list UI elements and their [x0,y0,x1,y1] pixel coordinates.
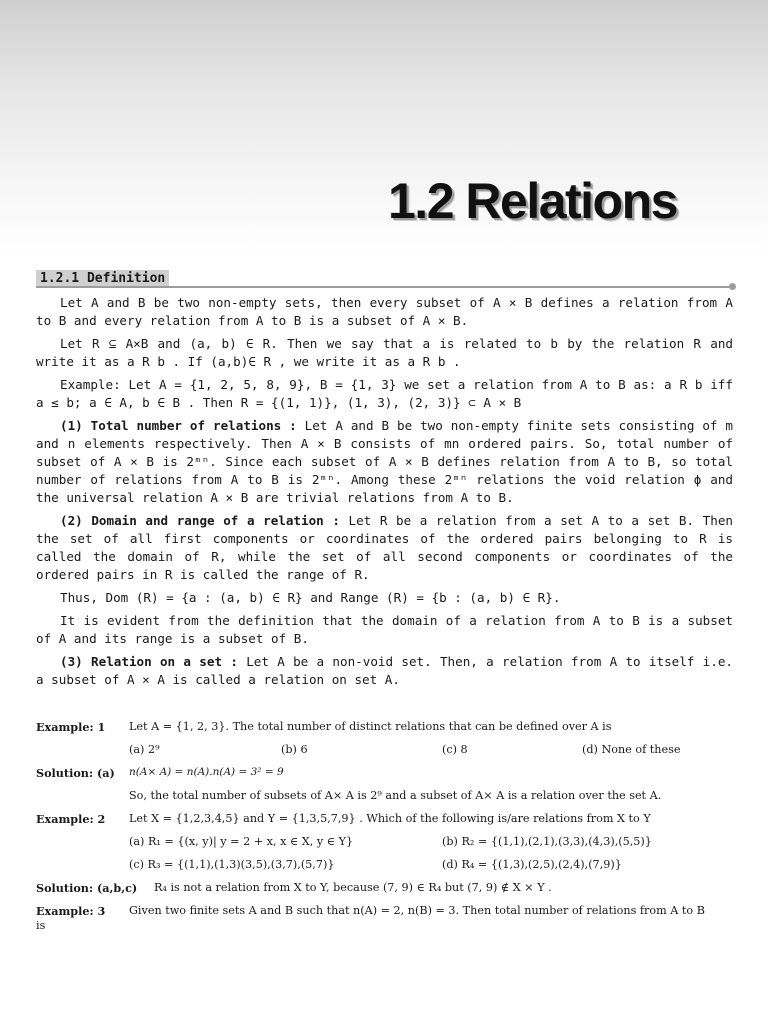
solution-text: R₄ is not a relation from X to Y, because (7, 9) ∈ R₄ but (7, 9) ∉ X × Y . [154,881,552,894]
option-d: (d) R₄ = {(1,3),(2,5),(2,4),(7,9)} [442,858,622,871]
paragraph-text: Let A be a non-void set. Then, a relation from A to itself i.e. a subset of A × A is called a relation on set A. [36,654,734,687]
paragraph-text: Let R be a relation from a set A to a set B. Then the set of all first components or coordinates of the ordered pairs belonging to R is called the domain of R, while the set of all second components or coordinates of the ordered pairs in R is called the range of R. [36,513,733,582]
paragraph-heading: (3) Relation on a set : [60,654,238,669]
example-3-continuation [36,919,736,942]
example-question: Given two finite sets A and B such that n(A) = 2, n(B) = 3. Then total number of relations from A to B [129,904,705,917]
definition-body [36,294,733,694]
option-a: (a) 2⁹ [129,743,160,756]
paragraph-heading: (1) Total number of relations : [60,418,297,433]
option-c: (c) R₃ = {(1,1),(1,3)(3,5),(3,7),(5,7)} [129,858,335,871]
example-1-row [36,720,736,743]
paragraph-total-relations [36,417,733,507]
example-2-row [36,812,736,835]
option-a: (a) R₁ = {(x, y)| y = 2 + x, x ∈ X, y ∈ Y} [129,835,354,848]
example-1-options [36,743,736,766]
solution-formula: n(A× A) = n(A).n(A) = 3² = 9 [129,766,284,778]
example-label: Example: 1 [36,720,106,734]
example-question: Let X = {1,2,3,4,5} and Y = {1,3,5,7,9} . Which of the following is/are relations from X to Y [129,812,651,825]
paragraph-text: Let A and B be two non-empty finite sets consisting of m and n elements respectively. Then A × B consists of mn ordered pairs. So, total number of subset of A × B is 2ᵐⁿ. Since each subset of A × B defines relation from A to B, so total number of relations from A to B is 2ᵐⁿ. Among these 2ᵐⁿ relations the void relation ϕ and the universal relation A × B are trivial relations from A to B. [36,418,733,505]
examples-section [36,720,736,942]
option-b: (b) 6 [281,743,308,756]
example-question: Let A = {1, 2, 3}. The total number of distinct relations that can be defined over A is [129,720,612,733]
solution-1-row [36,766,736,789]
section-rule [36,286,732,288]
solution-label: Solution: (a,b,c) [36,881,138,895]
paragraph-heading: (2) Domain and range of a relation : [60,513,340,528]
solution-text: So, the total number of subsets of A× A is 2⁹ and a subset of A× A is a relation over the set A. [129,789,662,802]
example-3-row [36,904,736,919]
example-label: Example: 2 [36,812,106,826]
section-heading: 1.2.1 Definition [36,270,169,287]
paragraph-domain-range [36,512,733,584]
solution-label: Solution: (a) [36,766,115,780]
paragraph-domain-subset: It is evident from the definition that the domain of a relation from A to B is a subset of A and its range is a subset of B. [36,613,733,646]
chapter-title: 1.2 Relations [388,173,677,229]
solution-2-row [36,881,736,904]
section-rule-dot [729,283,736,290]
example-2-options-cd [36,858,736,881]
option-d: (d) None of these [582,743,681,756]
paragraph-definition: Let A and B be two non-empty sets, then every subset of A × B defines a relation from A to B and every relation from A to B is a subset of A × B. [36,295,733,328]
paragraph-relation-on-set [36,653,733,689]
example-label: Example: 3 [36,904,106,918]
paragraph-dom-formula: Thus, Dom (R) = {a : (a, b) ∈ R} and Range (R) = {b : (a, b) ∈ R}. [60,590,561,605]
option-b: (b) R₂ = {(1,1),(2,1),(3,3),(4,3),(5,5)} [442,835,652,848]
paragraph-related: Let R ⊆ A×B and (a, b) ∈ R. Then we say that a is related to b by the relation R and write it as a R b . If (a,b)∈ R , we write it as a R b . [36,336,733,369]
option-c: (c) 8 [442,743,468,756]
paragraph-example: Example: Let A = {1, 2, 5, 8, 9}, B = {1, 3} we set a relation from A to B as: a R b iff a ≤ b; a ∈ A, b ∈ B . Then R = {(1, 1)}, (1, 3), (2, 3)} ⊂ A × B [36,377,733,410]
solution-1-explanation [36,789,736,812]
example-question-cont: is [36,919,46,932]
example-2-options-ab [36,835,736,858]
